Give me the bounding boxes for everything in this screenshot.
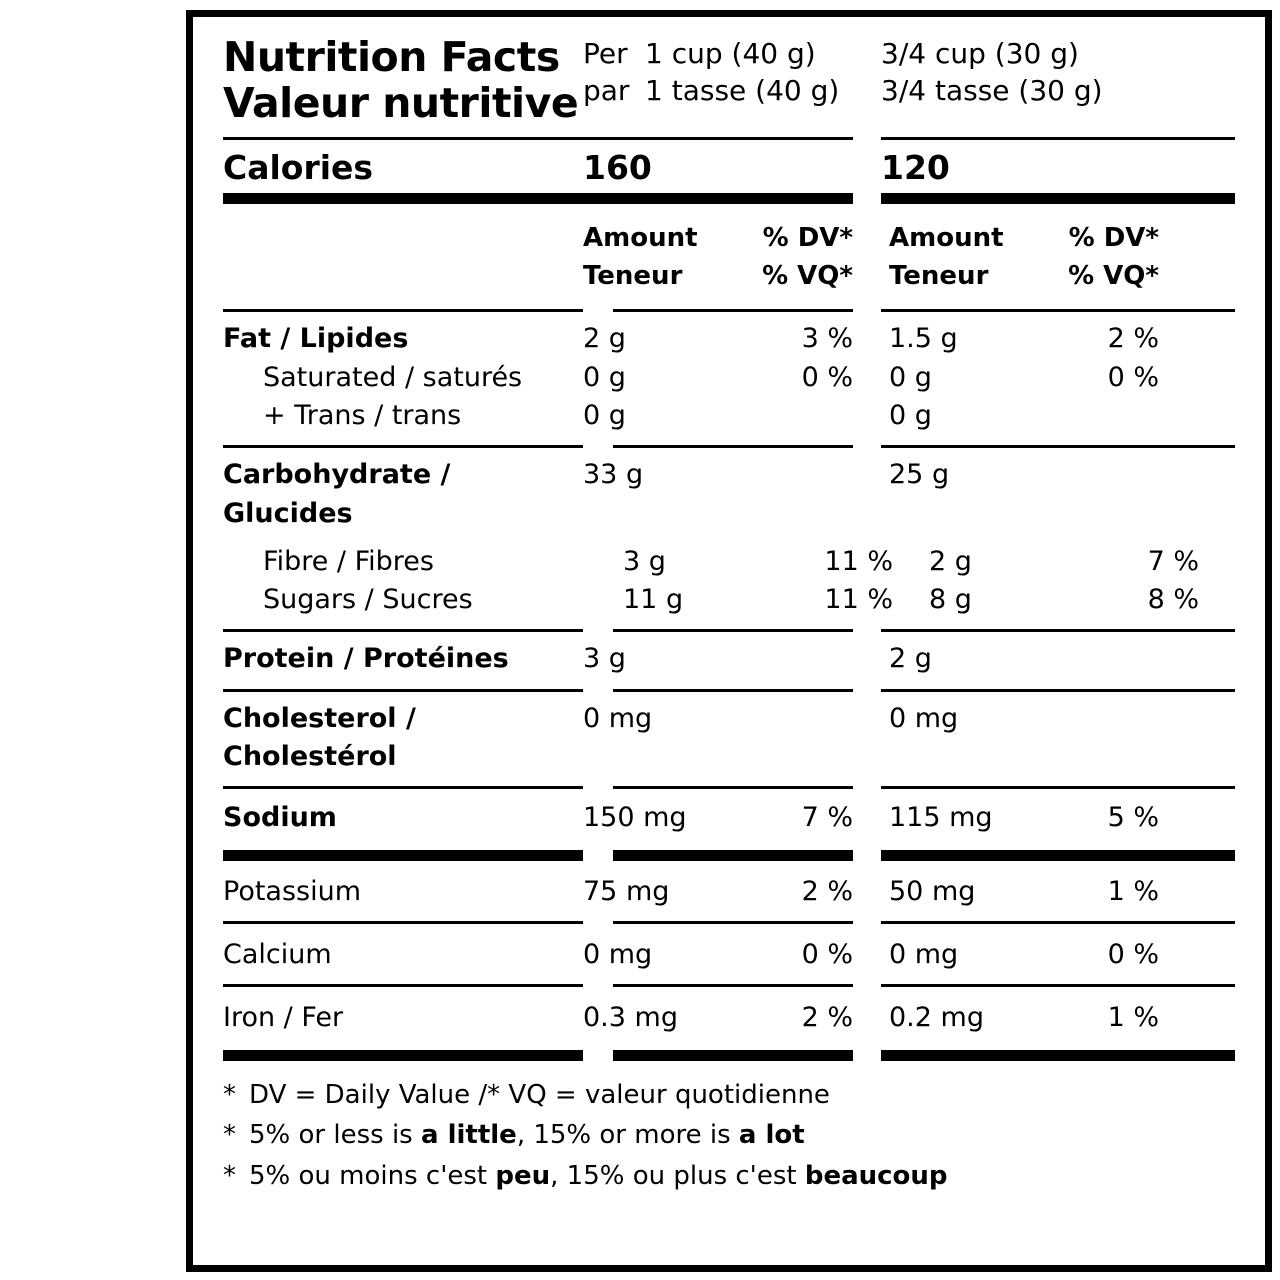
rule-under-potassium xyxy=(223,921,1235,924)
serving-col2-en: 3/4 cup (30 g) xyxy=(881,37,1079,70)
row-dv-col1: 3 % xyxy=(801,323,853,355)
row-label: Sodium xyxy=(223,802,337,834)
row-label: Sugars / Sucres xyxy=(263,584,473,616)
row-dv-col2: 7 % xyxy=(1147,545,1199,577)
row-amount-col1: 0 g xyxy=(583,361,626,393)
footnote-dv xyxy=(223,1075,1235,1116)
table-row xyxy=(223,581,1235,619)
row-amount-col2: 0 g xyxy=(889,361,932,393)
table-row xyxy=(223,924,1235,974)
asterisk-3: * xyxy=(223,1160,236,1191)
row-label: Saturated / saturés xyxy=(263,361,523,393)
row-dv-col1: 11 % xyxy=(824,584,893,616)
row-amount-col1: 0.3 mg xyxy=(583,1002,678,1034)
table-row xyxy=(223,789,1235,837)
footnote-fr-a: 5% ou moins c'est xyxy=(249,1160,496,1191)
calories-row xyxy=(223,140,1235,193)
row-amount-col2: 8 g xyxy=(929,584,972,616)
row-label: Fibre / Fibres xyxy=(263,545,434,577)
footnote-en-c: , 15% or more is xyxy=(516,1120,739,1151)
table-row xyxy=(223,692,1235,777)
footnote-en-a: 5% or less is xyxy=(249,1120,421,1151)
table-row xyxy=(223,312,1235,358)
footnote-fr-d: beaucoup xyxy=(804,1160,948,1191)
table-row xyxy=(223,359,1235,436)
serving-col-2 xyxy=(881,35,1235,109)
calories-value-col2: 120 xyxy=(881,147,950,187)
amount-en-col2: Amount xyxy=(889,222,1004,253)
row-amount-col2: 0 g xyxy=(889,399,932,431)
row-amount-col1: 0 mg xyxy=(583,939,653,971)
row-amount-col2: 0 mg xyxy=(889,939,959,971)
row-label: Fat / Lipides xyxy=(223,323,409,355)
title-fr: Valeur nutritive xyxy=(223,78,579,127)
row-label: Potassium xyxy=(223,875,362,907)
title-block xyxy=(223,35,583,127)
row-amount-col1: 75 mg xyxy=(583,875,670,907)
row-dv-col2: 1 % xyxy=(1107,1002,1159,1034)
serving-label-en: Per xyxy=(583,37,628,70)
footnote-dv-text: DV = Daily Value /* VQ = valeur quotidienne xyxy=(249,1079,830,1110)
table-row xyxy=(223,861,1235,911)
header-block xyxy=(223,35,1235,127)
footnote-fr-c: , 15% ou plus c'est xyxy=(550,1160,805,1191)
amount-en-col1: Amount xyxy=(583,222,698,253)
row-amount-col2: 50 mg xyxy=(889,875,976,907)
row-dv-col2: 2 % xyxy=(1107,323,1159,355)
row-dv-col1: 7 % xyxy=(801,802,853,834)
row-amount-col1: 3 g xyxy=(583,643,626,675)
serving-col1-en: 1 cup (40 g) xyxy=(645,37,816,70)
row-dv-col1: 2 % xyxy=(801,875,853,907)
row-amount-col1: 0 g xyxy=(583,399,626,431)
amount-fr-col1: Teneur xyxy=(583,260,683,291)
rule-under-fat xyxy=(223,445,1235,448)
nutrition-facts-content xyxy=(223,35,1235,1196)
calories-label: Calories xyxy=(223,147,374,187)
row-amount-col1: 33 g xyxy=(583,459,644,491)
row-label: Iron / Fer xyxy=(223,1002,344,1034)
rule-under-amount-header xyxy=(223,309,1235,312)
rule-under-carbs xyxy=(223,629,1235,632)
footnote-fr xyxy=(223,1156,1235,1197)
asterisk-2: * xyxy=(223,1120,236,1151)
row-dv-col2: 0 % xyxy=(1107,939,1159,971)
footnote-fr-b: peu xyxy=(495,1160,551,1191)
row-dv-col2: 5 % xyxy=(1107,802,1159,834)
title-en: Nutrition Facts xyxy=(223,33,560,81)
rule-under-calories xyxy=(223,193,1235,204)
row-amount-col2: 0.2 mg xyxy=(889,1002,984,1034)
nutrition-facts-panel xyxy=(186,10,1272,1272)
row-amount-col2: 115 mg xyxy=(889,802,993,834)
footnote-en-b: a little xyxy=(420,1120,517,1151)
row-dv-col2: 8 % xyxy=(1147,584,1199,616)
row-dv-col1: 11 % xyxy=(824,545,893,577)
dv-fr-col2: % VQ* xyxy=(1068,260,1159,291)
table-row xyxy=(223,632,1235,678)
rule-under-calcium xyxy=(223,984,1235,987)
row-label: Carbohydrate / xyxy=(223,459,451,491)
table-row xyxy=(223,987,1235,1037)
row-label-line2: Cholestérol xyxy=(223,741,397,773)
serving-col1-fr: 1 tasse (40 g) xyxy=(645,74,840,108)
row-amount-col2: 25 g xyxy=(889,459,950,491)
row-label-line2: Glucides xyxy=(223,497,353,529)
row-dv-col1: 2 % xyxy=(801,1002,853,1034)
footnote-en-d: a lot xyxy=(738,1120,805,1151)
rule-under-sodium xyxy=(223,850,1235,861)
dv-fr-col1: % VQ* xyxy=(762,260,853,291)
row-amount-col1: 11 g xyxy=(623,584,684,616)
row-amount-col2: 2 g xyxy=(889,643,932,675)
serving-col-1 xyxy=(583,35,853,109)
footnote-en xyxy=(223,1115,1235,1156)
row-dv-col2: 1 % xyxy=(1107,875,1159,907)
row-amount-col1: 3 g xyxy=(623,545,666,577)
row-amount-col1: 2 g xyxy=(583,323,626,355)
row-label: + Trans / trans xyxy=(263,399,462,431)
row-label: Cholesterol / xyxy=(223,702,416,734)
table-row xyxy=(223,533,1235,581)
amount-fr-col2: Teneur xyxy=(889,260,989,291)
rule-under-protein xyxy=(223,689,1235,692)
dv-en-col2: % DV* xyxy=(1068,222,1159,253)
amount-dv-header xyxy=(223,204,1235,295)
row-amount-col2: 0 mg xyxy=(889,702,959,734)
row-amount-col2: 2 g xyxy=(929,545,972,577)
rule-under-iron xyxy=(223,1050,1235,1061)
rule-under-cholesterol xyxy=(223,786,1235,789)
row-amount-col1: 0 mg xyxy=(583,702,653,734)
row-dv-col1: 0 % xyxy=(801,361,853,393)
asterisk-1: * xyxy=(223,1079,236,1110)
row-label: Protein / Protéines xyxy=(223,643,509,675)
row-dv-col2: 0 % xyxy=(1107,361,1159,393)
serving-col2-fr: 3/4 tasse (30 g) xyxy=(881,74,1103,108)
rule-under-title xyxy=(223,137,1235,140)
calories-value-col1: 160 xyxy=(583,147,652,187)
row-label: Calcium xyxy=(223,939,332,971)
footnotes xyxy=(223,1061,1235,1197)
row-amount-col2: 1.5 g xyxy=(889,323,958,355)
serving-label-fr: par xyxy=(583,74,630,108)
table-row xyxy=(223,448,1235,533)
row-amount-col1: 150 mg xyxy=(583,802,687,834)
row-dv-col1: 0 % xyxy=(801,939,853,971)
dv-en-col1: % DV* xyxy=(762,222,853,253)
